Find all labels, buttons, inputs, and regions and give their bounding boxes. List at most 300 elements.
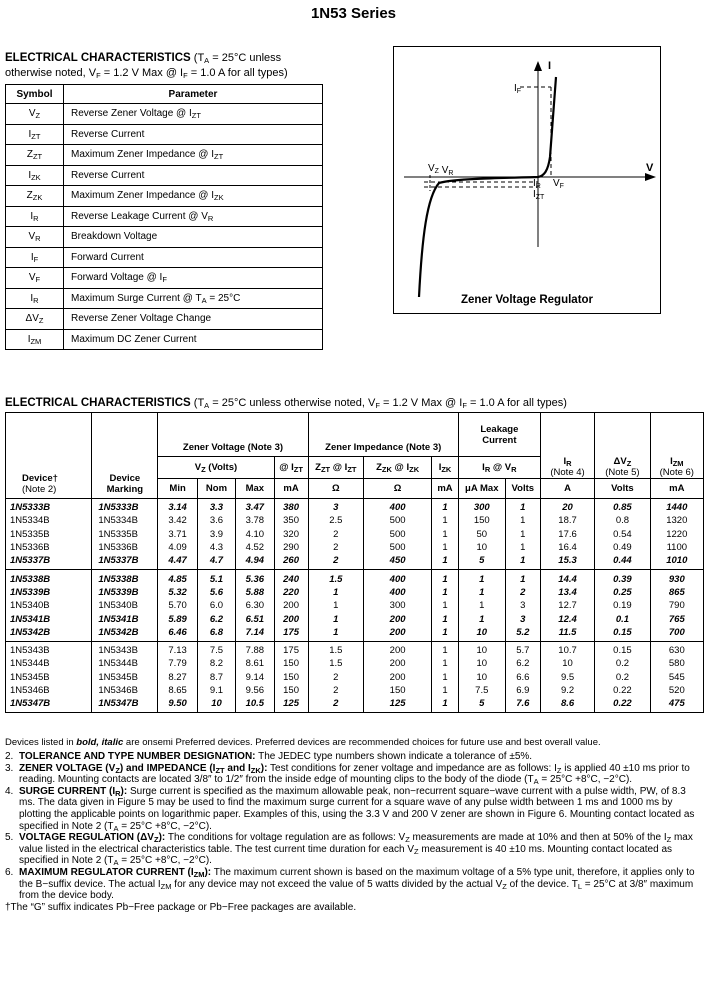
preferred-note-rest: are onsemi Preferred devices. Preferred devices are recommended choices for future use and best overall value. xyxy=(123,737,601,748)
izm-cell: 930 xyxy=(650,570,703,586)
device-header-note: (Note 2) xyxy=(22,484,57,495)
parameter-cell: Reverse Current xyxy=(64,165,323,186)
ir-cell: 1 xyxy=(458,599,505,612)
iv-curve-graphic xyxy=(394,47,660,313)
izm-cell: 520 xyxy=(650,684,703,697)
marking-cell: 1N5343B xyxy=(92,641,158,657)
note-6-head: MAXIMUM REGULATOR CURRENT $(I_{ZM})$: xyxy=(19,866,212,879)
ir-header-note: (Note 4) xyxy=(550,467,585,478)
vz-max-cell: 6.51 xyxy=(236,612,274,625)
zzk-cell: 200 xyxy=(364,641,432,657)
vz-max-cell: 3.78 xyxy=(236,514,274,527)
zzk-cell: 200 xyxy=(364,612,432,625)
vz-volts-header: $V_Z$ (Volts) xyxy=(158,457,274,479)
izk-cell: 1 xyxy=(432,499,459,515)
symbol-table xyxy=(5,84,323,350)
izm-cell: 1010 xyxy=(650,554,703,570)
ec-heading-1 xyxy=(5,51,325,81)
symbol-row xyxy=(6,145,323,166)
device-row xyxy=(6,641,704,657)
device-cell: 1N5344B xyxy=(6,657,92,670)
symbol-row xyxy=(6,165,323,186)
izk-header: $I_{ZK}$ xyxy=(432,457,459,479)
unit-min: Min xyxy=(158,479,197,499)
device-row xyxy=(6,657,704,670)
zzt-cell: 2 xyxy=(308,684,363,697)
izk-cell: 1 xyxy=(432,612,459,625)
dvz-header-label: $\Delta V_Z$ xyxy=(613,456,632,468)
ir-surge-cell: 12.4 xyxy=(540,612,594,625)
note-5-body: The conditions for voltage regulation are as follows: $V_Z$ measurements are made at 10% and then at 50% of the $I_Z$ max value listed in the electrical characteristics table. The test current time duration for each $V_Z$ measurement is 40 ±10 ms. Mounting contact located as specified in Note 2 ($T_A = 25^\circ C +8^\circ C$, −2°C). xyxy=(19,832,693,868)
zzt-cell: 2 xyxy=(308,697,363,713)
izt-cell: 150 xyxy=(274,657,308,670)
zzk-cell: 500 xyxy=(364,528,432,541)
dvz-cell: 0.15 xyxy=(595,626,650,642)
vz-max-cell: 10.5 xyxy=(236,697,274,713)
zzt-cell: 2 xyxy=(308,554,363,570)
zener-voltage-header: Zener Voltage (Note 3) xyxy=(158,413,308,457)
izt-cell: 380 xyxy=(274,499,308,515)
device-cell: 1N5346B xyxy=(6,684,92,697)
izk-cell: 1 xyxy=(432,541,459,554)
device-header xyxy=(6,413,92,499)
izt-cell: 290 xyxy=(274,541,308,554)
device-cell: 1N5341B xyxy=(6,612,92,625)
device-row xyxy=(6,541,704,554)
symbol-cell: $Z_{ZT}$ xyxy=(6,145,64,166)
izk-cell: 1 xyxy=(432,626,459,642)
device-cell: 1N5338B xyxy=(6,570,92,586)
vz-nom-cell: 4.7 xyxy=(197,554,235,570)
ec-heading-1-cond2: otherwise noted, $V_F = 1.2$ V Max @ $I_F = 1.0$ A for all types) xyxy=(5,67,288,80)
vz-nom-cell: 6.8 xyxy=(197,626,235,642)
device-cell: 1N5340B xyxy=(6,599,92,612)
vz-max-cell: 9.56 xyxy=(236,684,274,697)
device-cell: 1N5345B xyxy=(6,671,92,684)
ir-surge-cell: 17.6 xyxy=(540,528,594,541)
marking-cell: 1N5339B xyxy=(92,586,158,599)
ir-surge-cell: 10.7 xyxy=(540,641,594,657)
note-6-num: 6. xyxy=(5,866,14,878)
zzt-cell: 1.5 xyxy=(308,570,363,586)
izt-cell: 125 xyxy=(274,697,308,713)
vz-min-cell: 3.14 xyxy=(158,499,197,515)
vz-min-cell: 4.47 xyxy=(158,554,197,570)
ir-surge-cell: 12.7 xyxy=(540,599,594,612)
vr-cell: 6.2 xyxy=(505,657,540,670)
dvz-header xyxy=(595,413,650,479)
dvz-cell: 0.22 xyxy=(595,684,650,697)
ir-surge-cell: 10 xyxy=(540,657,594,670)
symbol-row xyxy=(6,186,323,207)
vr-cell: 7.6 xyxy=(505,697,540,713)
vz-max-cell: 9.14 xyxy=(236,671,274,684)
vz-min-cell: 6.46 xyxy=(158,626,197,642)
vz-min-cell: 7.13 xyxy=(158,641,197,657)
symbol-cell: $I_{ZK}$ xyxy=(6,165,64,186)
vz-nom-cell: 5.1 xyxy=(197,570,235,586)
izk-cell: 1 xyxy=(432,671,459,684)
dagger-note: †The “G” suffix indicates Pb−Free package or Pb−Free packages are available. xyxy=(5,901,357,913)
ir-surge-cell: 13.4 xyxy=(540,586,594,599)
vz-nom-cell: 8.7 xyxy=(197,671,235,684)
ir-cell: 10 xyxy=(458,641,505,657)
dvz-cell: 0.39 xyxy=(595,570,650,586)
vz-min-cell: 5.32 xyxy=(158,586,197,599)
vz-max-cell: 4.94 xyxy=(236,554,274,570)
label-izt: $I_{ZT}$ xyxy=(533,189,545,201)
symbol-row xyxy=(6,309,323,330)
dvz-cell: 0.22 xyxy=(595,697,650,713)
symbol-cell: $I_{ZM}$ xyxy=(6,329,64,350)
dvz-cell: 0.2 xyxy=(595,657,650,670)
leakage-header: Leakage Current xyxy=(458,413,540,457)
vz-nom-cell: 10 xyxy=(197,697,235,713)
zzk-cell: 200 xyxy=(364,626,432,642)
dvz-cell: 0.85 xyxy=(595,499,650,515)
ir-cell: 5 xyxy=(458,554,505,570)
zzk-cell: 200 xyxy=(364,657,432,670)
izt-cell: 220 xyxy=(274,586,308,599)
izk-cell: 1 xyxy=(432,528,459,541)
ir-cell: 150 xyxy=(458,514,505,527)
marking-cell: 1N5335B xyxy=(92,528,158,541)
zzt-cell: 2 xyxy=(308,541,363,554)
parameter-cell: Maximum Zener Impedance @ $I_{ZT}$ xyxy=(64,145,323,166)
note-3-num: 3. xyxy=(5,762,14,774)
dvz-header-note: (Note 5) xyxy=(605,467,640,478)
device-row xyxy=(6,528,704,541)
izm-cell: 580 xyxy=(650,657,703,670)
zzt-cell: 2 xyxy=(308,671,363,684)
zener-voltage-regulator-diagram xyxy=(393,46,661,314)
parameter-header: Parameter xyxy=(64,85,323,104)
vz-max-cell: 4.52 xyxy=(236,541,274,554)
note-6 xyxy=(5,867,702,902)
dvz-cell: 0.19 xyxy=(595,599,650,612)
note-6-body: The maximum current shown is based on the maximum voltage of a 5% type unit, therefore, it applies only to the B−suffix device. The actual $I_{ZM}$ for any device may not exceed the value of 5 watts divided by the actual $V_Z$ of the device. $T_L = 25^\circ C$ at 3/8″ maximum from the device body. xyxy=(19,866,695,902)
vz-nom-cell: 5.6 xyxy=(197,586,235,599)
device-cell: 1N5347B xyxy=(6,697,92,713)
izm-cell: 1320 xyxy=(650,514,703,527)
izm-header xyxy=(650,413,703,479)
izm-cell: 1220 xyxy=(650,528,703,541)
vr-cell: 6.6 xyxy=(505,671,540,684)
device-cell: 1N5342B xyxy=(6,626,92,642)
ec-heading-2-cond: ($T_A = 25^\circ C$ unless otherwise noted, $V_F = 1.2$ V Max @ $I_F = 1.0$ A for all types) xyxy=(193,397,567,410)
zzk-cell: 125 xyxy=(364,697,432,713)
ir-cell: 10 xyxy=(458,657,505,670)
note-5-head: VOLTAGE REGULATION $(\Delta V_Z)$: xyxy=(19,832,166,845)
label-i: I xyxy=(548,60,552,72)
note-5-num: 5. xyxy=(5,832,14,844)
diagram-caption: Zener Voltage Regulator xyxy=(460,294,594,306)
notes-list xyxy=(5,751,702,913)
note-3-head: ZENER VOLTAGE $(V_Z)$ and IMPEDANCE ($I_{ZT}$ and $I_{ZK}$): xyxy=(19,762,268,775)
symbol-cell: $I_R$ xyxy=(6,288,64,309)
zzk-cell: 400 xyxy=(364,570,432,586)
parameter-cell: Reverse Zener Voltage Change xyxy=(64,309,323,330)
symbol-row xyxy=(6,206,323,227)
v-axis-arrow xyxy=(645,173,656,181)
vz-min-cell: 3.71 xyxy=(158,528,197,541)
vz-min-cell: 3.42 xyxy=(158,514,197,527)
dvz-cell: 0.2 xyxy=(595,671,650,684)
izm-cell: 865 xyxy=(650,586,703,599)
unit-volts-2: Volts xyxy=(595,479,650,499)
vz-max-cell: 7.88 xyxy=(236,641,274,657)
symbol-cell: $I_F$ xyxy=(6,247,64,268)
note-2-num: 2. xyxy=(5,751,14,762)
vr-cell: 1 xyxy=(505,554,540,570)
izk-cell: 1 xyxy=(432,570,459,586)
vz-nom-cell: 9.1 xyxy=(197,684,235,697)
parameter-cell: Reverse Leakage Current @ $V_R$ xyxy=(64,206,323,227)
device-row xyxy=(6,586,704,599)
preferred-note xyxy=(5,737,702,749)
parameter-cell: Forward Voltage @ $I_F$ xyxy=(64,268,323,289)
vz-max-cell: 6.30 xyxy=(236,599,274,612)
ec-heading-2 xyxy=(5,396,705,411)
ir-cell: 5 xyxy=(458,697,505,713)
izm-cell: 630 xyxy=(650,641,703,657)
symbol-row xyxy=(6,268,323,289)
izk-cell: 1 xyxy=(432,599,459,612)
ir-surge-cell: 14.4 xyxy=(540,570,594,586)
vr-cell: 1 xyxy=(505,528,540,541)
zzk-header: $Z_{ZK}$ @ $I_{ZK}$ xyxy=(364,457,432,479)
vz-min-cell: 8.27 xyxy=(158,671,197,684)
parameter-cell: Reverse Current xyxy=(64,124,323,145)
vz-max-cell: 7.14 xyxy=(236,626,274,642)
device-row xyxy=(6,499,704,515)
symbol-cell: $\Delta V_Z$ xyxy=(6,309,64,330)
vz-min-cell: 9.50 xyxy=(158,697,197,713)
izt-cell: 200 xyxy=(274,612,308,625)
vr-cell: 5.7 xyxy=(505,641,540,657)
vz-nom-cell: 3.6 xyxy=(197,514,235,527)
parameter-cell: Maximum Surge Current @ $T_A = 25^\circ C$ xyxy=(64,288,323,309)
label-vf: $V_F$ xyxy=(553,178,564,190)
zener-impedance-header: Zener Impedance (Note 3) xyxy=(308,413,458,457)
parameter-cell: Forward Current xyxy=(64,247,323,268)
vz-min-cell: 4.09 xyxy=(158,541,197,554)
ir-surge-cell: 16.4 xyxy=(540,541,594,554)
ec-heading-2-title: ELECTRICAL CHARACTERISTICS xyxy=(5,397,191,409)
vr-cell: 1 xyxy=(505,514,540,527)
vz-nom-cell: 6.2 xyxy=(197,612,235,625)
ir-header-label: $I_R$ xyxy=(563,456,572,468)
vz-min-cell: 7.79 xyxy=(158,657,197,670)
unit-volts: Volts xyxy=(505,479,540,499)
unit-ohm-2: Ω xyxy=(364,479,432,499)
note-4-head: SURGE CURRENT $(I_R)$: xyxy=(19,785,128,798)
izt-cell: 150 xyxy=(274,671,308,684)
zzt-header: $Z_{ZT}$ @ $I_{ZT}$ xyxy=(308,457,363,479)
izt-cell: 175 xyxy=(274,641,308,657)
vz-max-cell: 5.36 xyxy=(236,570,274,586)
ir-cell: 7.5 xyxy=(458,684,505,697)
marking-cell: 1N5337B xyxy=(92,554,158,570)
symbol-row xyxy=(6,104,323,125)
marking-cell: 1N5344B xyxy=(92,657,158,670)
symbol-row xyxy=(6,227,323,248)
note-4 xyxy=(5,786,702,832)
dvz-cell: 0.1 xyxy=(595,612,650,625)
zzk-cell: 150 xyxy=(364,684,432,697)
parameter-cell: Maximum DC Zener Current xyxy=(64,329,323,350)
vz-max-cell: 3.47 xyxy=(236,499,274,515)
dvz-cell: 0.49 xyxy=(595,541,650,554)
unit-nom: Nom xyxy=(197,479,235,499)
symbol-cell: $I_R$ xyxy=(6,206,64,227)
parameter-cell: Breakdown Voltage xyxy=(64,227,323,248)
izk-cell: 1 xyxy=(432,684,459,697)
izt-cell: 175 xyxy=(274,626,308,642)
device-cell: 1N5343B xyxy=(6,641,92,657)
izm-cell: 1440 xyxy=(650,499,703,515)
ir-cell: 300 xyxy=(458,499,505,515)
dvz-cell: 0.44 xyxy=(595,554,650,570)
izm-header-label: $I_{ZM}$ xyxy=(670,456,684,468)
zzt-cell: 1 xyxy=(308,612,363,625)
zzt-cell: 1.5 xyxy=(308,641,363,657)
vr-cell: 2 xyxy=(505,586,540,599)
izm-cell: 1100 xyxy=(650,541,703,554)
vz-max-cell: 4.10 xyxy=(236,528,274,541)
ec-heading-1-cond1: ($T_A = 25^\circ C$ unless xyxy=(193,52,282,65)
ir-cell: 10 xyxy=(458,671,505,684)
marking-cell: 1N5342B xyxy=(92,626,158,642)
vr-cell: 1 xyxy=(505,541,540,554)
ir-header xyxy=(540,413,594,479)
marking-cell: 1N5333B xyxy=(92,499,158,515)
ir-surge-cell: 20 xyxy=(540,499,594,515)
device-cell: 1N5339B xyxy=(6,586,92,599)
ir-cell: 10 xyxy=(458,626,505,642)
parameter-cell: Maximum Zener Impedance @ $I_{ZK}$ xyxy=(64,186,323,207)
vr-cell: 3 xyxy=(505,612,540,625)
marking-cell: 1N5334B xyxy=(92,514,158,527)
ir-surge-cell: 9.2 xyxy=(540,684,594,697)
device-row xyxy=(6,599,704,612)
device-cell: 1N5333B xyxy=(6,499,92,515)
zzt-cell: 1 xyxy=(308,586,363,599)
ir-surge-cell: 18.7 xyxy=(540,514,594,527)
note-2 xyxy=(5,751,702,763)
symbol-row xyxy=(6,329,323,350)
izt-cell: 350 xyxy=(274,514,308,527)
vz-nom-cell: 4.3 xyxy=(197,541,235,554)
unit-max: Max xyxy=(236,479,274,499)
unit-a: A xyxy=(540,479,594,499)
izt-cell: 150 xyxy=(274,684,308,697)
marking-cell: 1N5340B xyxy=(92,599,158,612)
marking-cell: 1N5341B xyxy=(92,612,158,625)
marking-header-line1: Device xyxy=(109,473,141,484)
vz-min-cell: 5.89 xyxy=(158,612,197,625)
device-row xyxy=(6,697,704,713)
ir-cell: 50 xyxy=(458,528,505,541)
izt-cell: 240 xyxy=(274,570,308,586)
vz-nom-cell: 6.0 xyxy=(197,599,235,612)
preferred-note-bold: bold, italic xyxy=(76,737,124,748)
note-2-head: TOLERANCE AND TYPE NUMBER DESIGNATION: xyxy=(19,751,256,762)
zzt-cell: 2.5 xyxy=(308,514,363,527)
vz-max-cell: 5.88 xyxy=(236,586,274,599)
zzk-cell: 400 xyxy=(364,586,432,599)
label-if: $I_F$ xyxy=(514,83,522,95)
symbol-row xyxy=(6,124,323,145)
device-cell: 1N5336B xyxy=(6,541,92,554)
marking-cell: 1N5346B xyxy=(92,684,158,697)
device-row xyxy=(6,514,704,527)
vz-nom-cell: 3.9 xyxy=(197,528,235,541)
zzt-cell: 1.5 xyxy=(308,657,363,670)
label-ir: $I_R$ xyxy=(533,178,541,190)
device-cell: 1N5334B xyxy=(6,514,92,527)
note-3-body: Test conditions for zener voltage and impedance are as follows: $I_Z$ is applied 40 ±10 ms prior to reading. Mounting contacts are located 3/8″ to 1/2″ from the inside edge of mounting clips to the body of the diode ($T_A = 25^\circ C +8^\circ C$, −2°C). xyxy=(19,762,690,787)
note-4-num: 4. xyxy=(5,785,14,797)
marking-header xyxy=(92,413,158,499)
zzk-cell: 500 xyxy=(364,514,432,527)
izt-cell: 200 xyxy=(274,599,308,612)
zzt-cell: 2 xyxy=(308,528,363,541)
vr-cell: 1 xyxy=(505,570,540,586)
device-row xyxy=(6,626,704,642)
device-table xyxy=(5,412,704,713)
izm-cell: 790 xyxy=(650,599,703,612)
device-header-label: Device† xyxy=(22,473,58,484)
vz-min-cell: 5.70 xyxy=(158,599,197,612)
zzk-cell: 300 xyxy=(364,599,432,612)
symbol-row xyxy=(6,288,323,309)
zzt-cell: 1 xyxy=(308,599,363,612)
zzt-cell: 3 xyxy=(308,499,363,515)
izm-cell: 545 xyxy=(650,671,703,684)
izt-cell: 320 xyxy=(274,528,308,541)
ir-cell: 1 xyxy=(458,570,505,586)
device-row xyxy=(6,684,704,697)
izk-cell: 1 xyxy=(432,641,459,657)
izk-cell: 1 xyxy=(432,514,459,527)
device-row xyxy=(6,554,704,570)
vr-cell: 1 xyxy=(505,499,540,515)
label-v: V xyxy=(646,162,654,174)
device-row xyxy=(6,612,704,625)
at-izt-header: @ $I_{ZT}$ xyxy=(274,457,308,479)
parameter-cell: Reverse Zener Voltage @ $I_{ZT}$ xyxy=(64,104,323,125)
symbol-cell: $V_F$ xyxy=(6,268,64,289)
vz-min-cell: 4.85 xyxy=(158,570,197,586)
marking-cell: 1N5336B xyxy=(92,541,158,554)
symbol-cell: $Z_{ZK}$ xyxy=(6,186,64,207)
note-4-body: Surge current is specified as the maximum allowable peak, non−recurrent square−wave current with a pulse width, PW, of 8.3 ms. The data given in Figure 5 may be used to find the maximum surge current for a square wave of any pulse width between 1 ms and 1000 ms by plotting the applicable points on logarithmic paper. Examples of this, using the 3.3 V and 200 V zener are shown in Figure 6. Mounting contact located as specified in Note 2 ($T_A = 25^\circ C +8^\circ C$, −2°C). xyxy=(19,785,695,833)
izm-cell: 475 xyxy=(650,697,703,713)
dvz-cell: 0.15 xyxy=(595,641,650,657)
marking-cell: 1N5338B xyxy=(92,570,158,586)
izk-cell: 1 xyxy=(432,554,459,570)
zzk-cell: 450 xyxy=(364,554,432,570)
device-row xyxy=(6,570,704,586)
ir-cell: 1 xyxy=(458,612,505,625)
symbol-header: Symbol xyxy=(6,85,64,104)
vr-cell: 6.9 xyxy=(505,684,540,697)
vz-max-cell: 8.61 xyxy=(236,657,274,670)
label-vz-vr: $V_Z$ $V_R$ xyxy=(428,163,454,177)
izm-cell: 700 xyxy=(650,626,703,642)
vr-cell: 5.2 xyxy=(505,626,540,642)
